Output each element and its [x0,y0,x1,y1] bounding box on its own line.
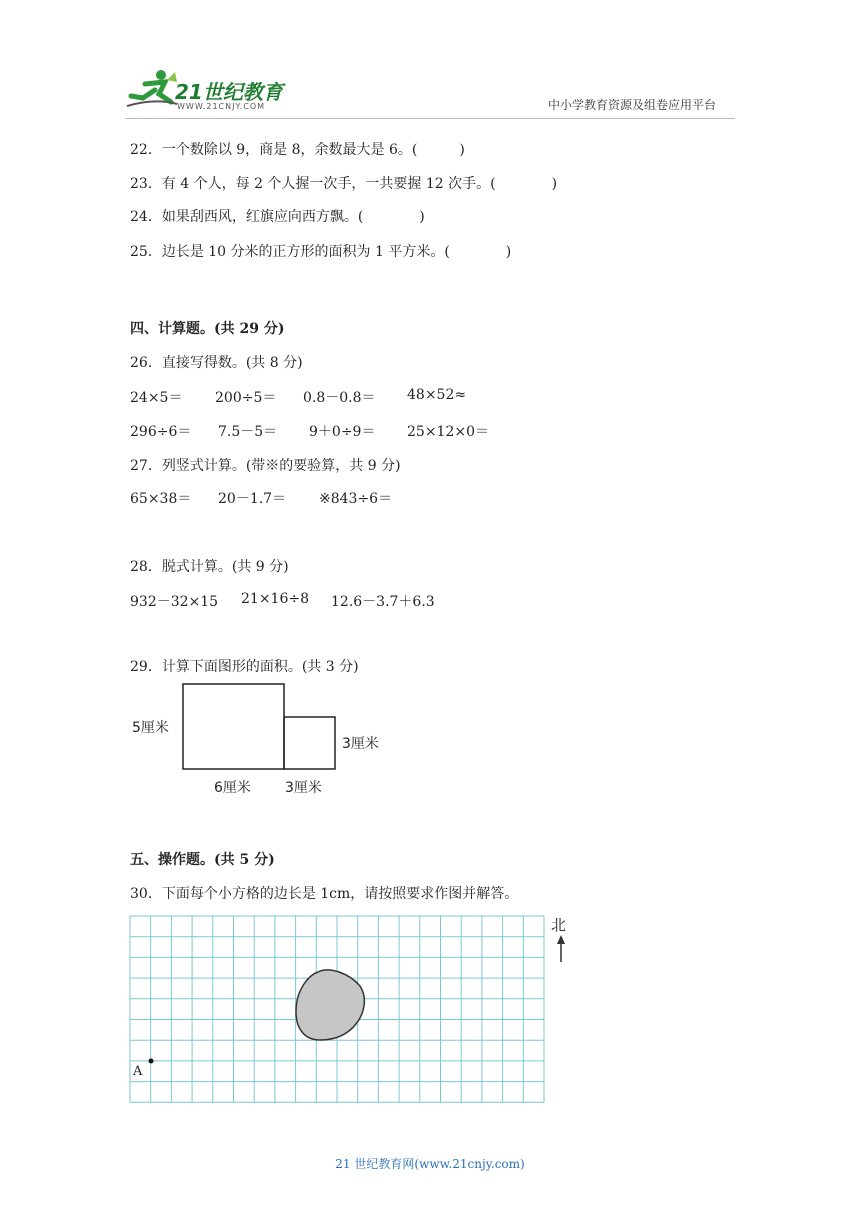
calc-item: 20－1.7＝ [218,491,287,507]
footer-text: 21 世纪教育网(www.21cnjy.com) [335,1157,525,1171]
calc-item: ※843÷6＝ [319,491,393,507]
question-30: 30．下面每个小方格的边长是 1cm，请按照要求作图并解答。 [130,886,519,902]
question-22: 22．一个数除以 9，商是 8，余数最大是 6。( ) [130,142,465,158]
calc-item: 200÷5＝ [215,390,277,406]
platform-text: 中小学教育资源及组卷应用平台 [548,98,717,112]
calc-item: 12.6－3.7＋6.3 [331,594,435,610]
figure-label-square-bottom: 3厘米 [285,780,322,796]
question-29: 29．计算下面图形的面积。(共 3 分) [130,659,359,675]
calc-item: 21×16÷8 [241,591,309,607]
logo-url: WWW.21CNJY.COM [177,102,266,111]
question-23: 23．有 4 个人，每 2 个人握一次手，一共要握 12 次手。( ) [130,176,558,192]
north-arrow-icon [557,935,565,962]
point-a-dot [149,1059,154,1064]
calc-item: 25×12×0＝ [407,424,489,440]
section-4-title: 四、计算题。(共 29 分) [130,321,285,337]
calc-item: 65×38＝ [130,491,192,507]
point-a-label: A [133,1064,143,1079]
calc-item: 9＋0÷9＝ [309,424,376,440]
calc-item: 7.5－5＝ [218,424,278,440]
calc-item: 48×52≈ [407,387,467,403]
question-28: 28．脱式计算。(共 9 分) [130,559,289,575]
question-24: 24．如果刮西风，红旗应向西方飘。( ) [130,209,425,225]
question-26: 26．直接写得数。(共 8 分) [130,355,303,371]
section-5-title: 五、操作题。(共 5 分) [130,852,275,868]
north-label: 北 [551,916,567,934]
figure-label-square-side: 3厘米 [342,736,379,752]
calc-item: 296÷6＝ [130,424,192,440]
figure-label-height: 5厘米 [132,720,169,736]
figure-label-width: 6厘米 [214,780,251,796]
logo-text: 21世纪教育 [175,80,283,104]
calc-item: 932－32×15 [130,594,219,610]
irregular-shape [296,970,364,1040]
calc-item: 0.8－0.8＝ [303,390,376,406]
question-25: 25．边长是 10 分米的正方形的面积为 1 平方米。( ) [130,244,512,260]
calc-item: 24×5＝ [130,390,183,406]
question-27: 27．列竖式计算。(带※的要验算，共 9 分) [130,458,401,474]
